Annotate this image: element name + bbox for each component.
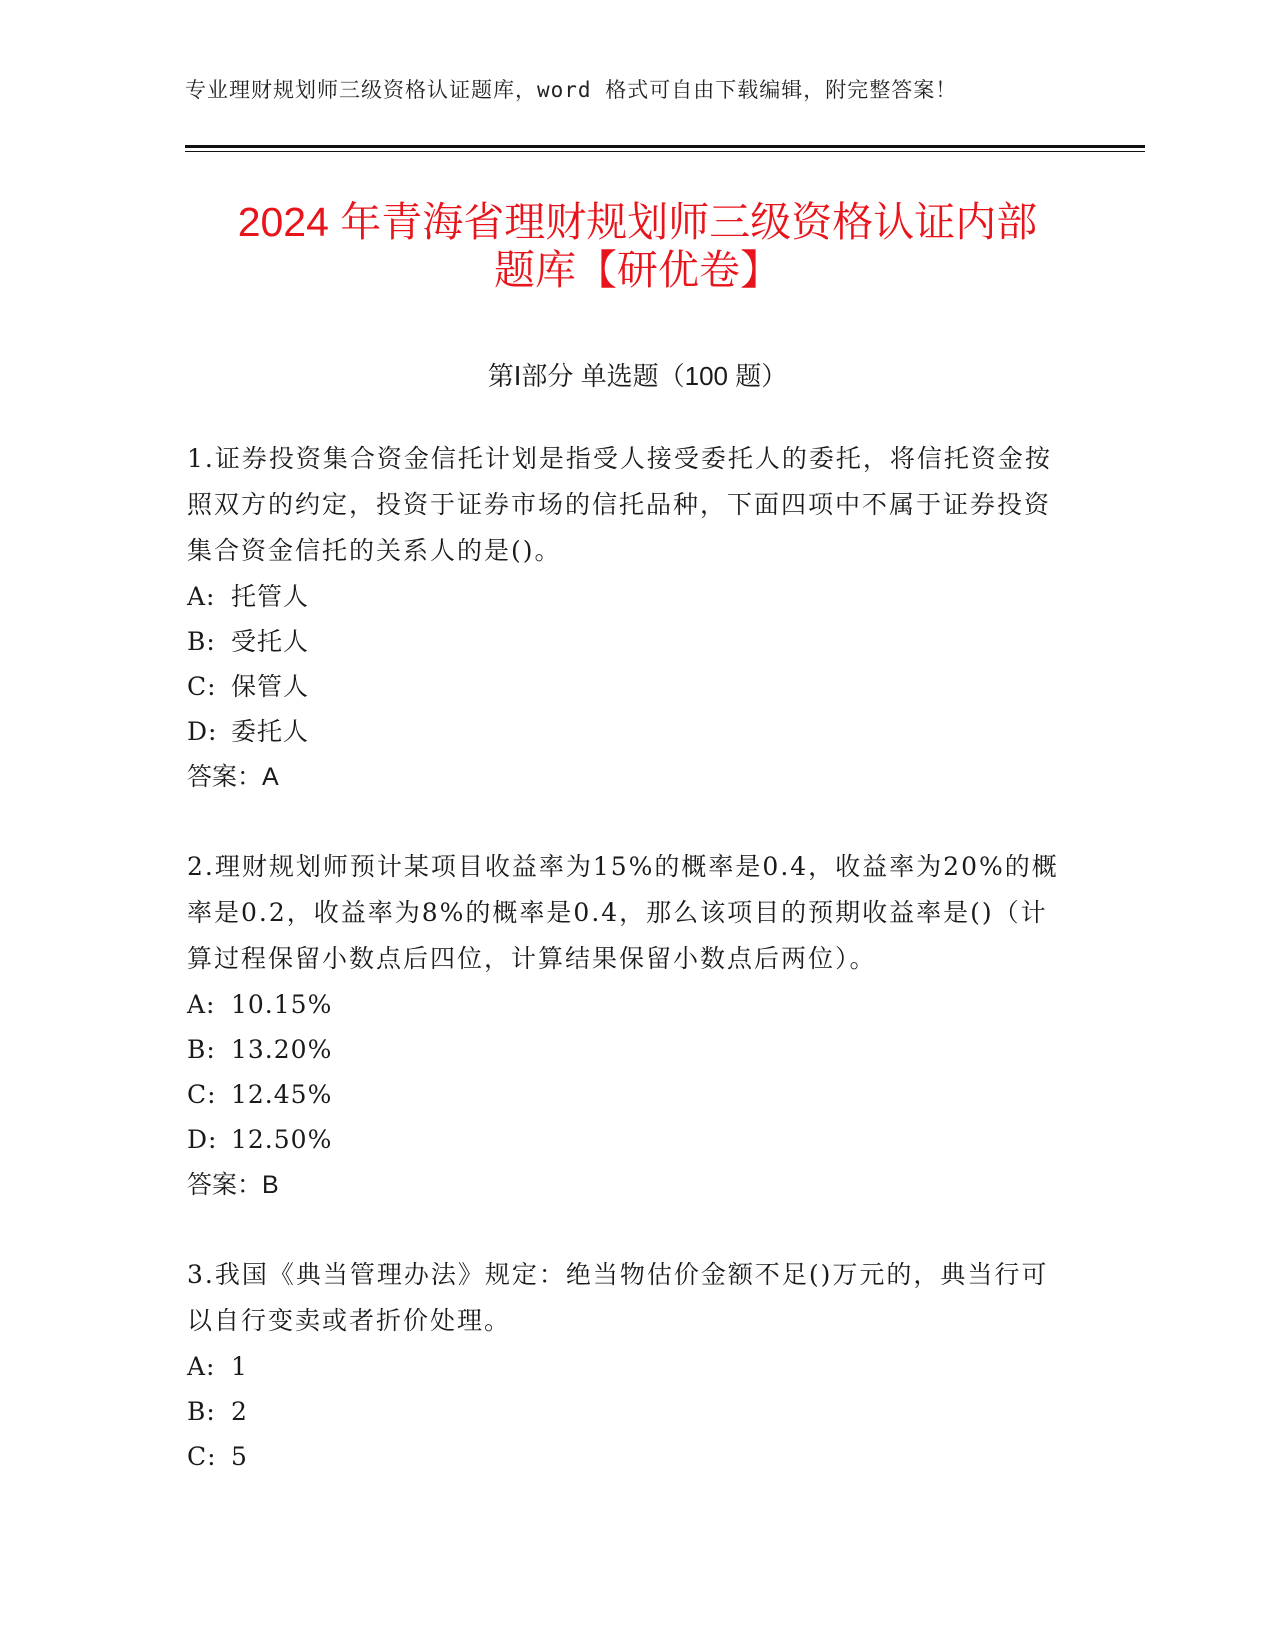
option-letter: C: bbox=[187, 1442, 217, 1471]
header-rule-thick bbox=[185, 145, 1145, 148]
answer-value: B bbox=[262, 1171, 279, 1199]
option-text: 2 bbox=[231, 1397, 248, 1426]
option-text: 12.50% bbox=[231, 1125, 333, 1154]
answer-label: 答案： bbox=[187, 763, 263, 791]
option-text: 委托人 bbox=[231, 717, 310, 746]
option-letter: C: bbox=[187, 1080, 217, 1109]
option-d bbox=[187, 709, 1067, 754]
option-text: 5 bbox=[231, 1442, 248, 1471]
answer-label: 答案： bbox=[187, 1171, 263, 1199]
question-stem: 2.理财规划师预计某项目收益率为15%的概率是0.4，收益率为20%的概率是0.2，收益率为8%的概率是0.4，那么该项目的预期收益率是()（计算过程保留小数点后四位，计算结果保留小数点后两位）。 bbox=[187, 852, 1059, 973]
option-c bbox=[187, 1072, 1067, 1117]
header-note: 专业理财规划师三级资格认证题库，word 格式可自由下载编辑，附完整答案！ bbox=[185, 78, 958, 102]
title-line-2: 题库【研优卷】 bbox=[494, 247, 781, 293]
option-a bbox=[187, 1344, 1067, 1389]
option-b bbox=[187, 619, 1067, 664]
option-b bbox=[187, 1389, 1067, 1434]
option-a bbox=[187, 982, 1067, 1027]
question-1 bbox=[187, 436, 1067, 800]
title-line-1: 2024 年青海省理财规划师三级资格认证内部 bbox=[237, 199, 1038, 245]
option-letter: B: bbox=[187, 1397, 216, 1426]
option-letter: B: bbox=[187, 1035, 216, 1064]
option-letter: C: bbox=[187, 672, 217, 701]
question-list bbox=[187, 436, 1067, 1523]
option-letter: D: bbox=[187, 717, 218, 746]
answer-value: A bbox=[262, 763, 279, 791]
option-letter: A: bbox=[187, 1352, 216, 1381]
question-stem: 1.证券投资集合资金信托计划是指受人接受委托人的委托，将信托资金按照双方的约定，投资于证券市场的信托品种，下面四项中不属于证券投资集合资金信托的关系人的是()。 bbox=[187, 444, 1052, 565]
option-a bbox=[187, 574, 1067, 619]
option-text: 13.20% bbox=[231, 1035, 333, 1064]
option-text: 保管人 bbox=[231, 672, 310, 701]
option-text: 12.45% bbox=[231, 1080, 333, 1109]
option-text: 受托人 bbox=[231, 627, 310, 656]
section-heading: 第Ⅰ部分 单选题（100 题） bbox=[487, 361, 788, 391]
option-text: 托管人 bbox=[231, 582, 310, 611]
document-title bbox=[150, 198, 1125, 294]
option-letter: D: bbox=[187, 1125, 218, 1154]
question-2 bbox=[187, 844, 1067, 1208]
option-c bbox=[187, 1434, 1067, 1479]
option-letter: B: bbox=[187, 627, 216, 656]
header-rule-thin bbox=[185, 151, 1145, 152]
question-3 bbox=[187, 1252, 1067, 1479]
option-d bbox=[187, 1117, 1067, 1162]
option-letter: A: bbox=[187, 582, 216, 611]
option-c bbox=[187, 664, 1067, 709]
answer-line bbox=[187, 1162, 1067, 1208]
question-stem: 3.我国《典当管理办法》规定：绝当物估价金额不足()万元的，典当行可以自行变卖或者折价处理。 bbox=[187, 1260, 1049, 1335]
option-letter: A: bbox=[187, 990, 216, 1019]
option-text: 1 bbox=[231, 1352, 248, 1381]
answer-line bbox=[187, 754, 1067, 800]
option-b bbox=[187, 1027, 1067, 1072]
option-text: 10.15% bbox=[231, 990, 333, 1019]
